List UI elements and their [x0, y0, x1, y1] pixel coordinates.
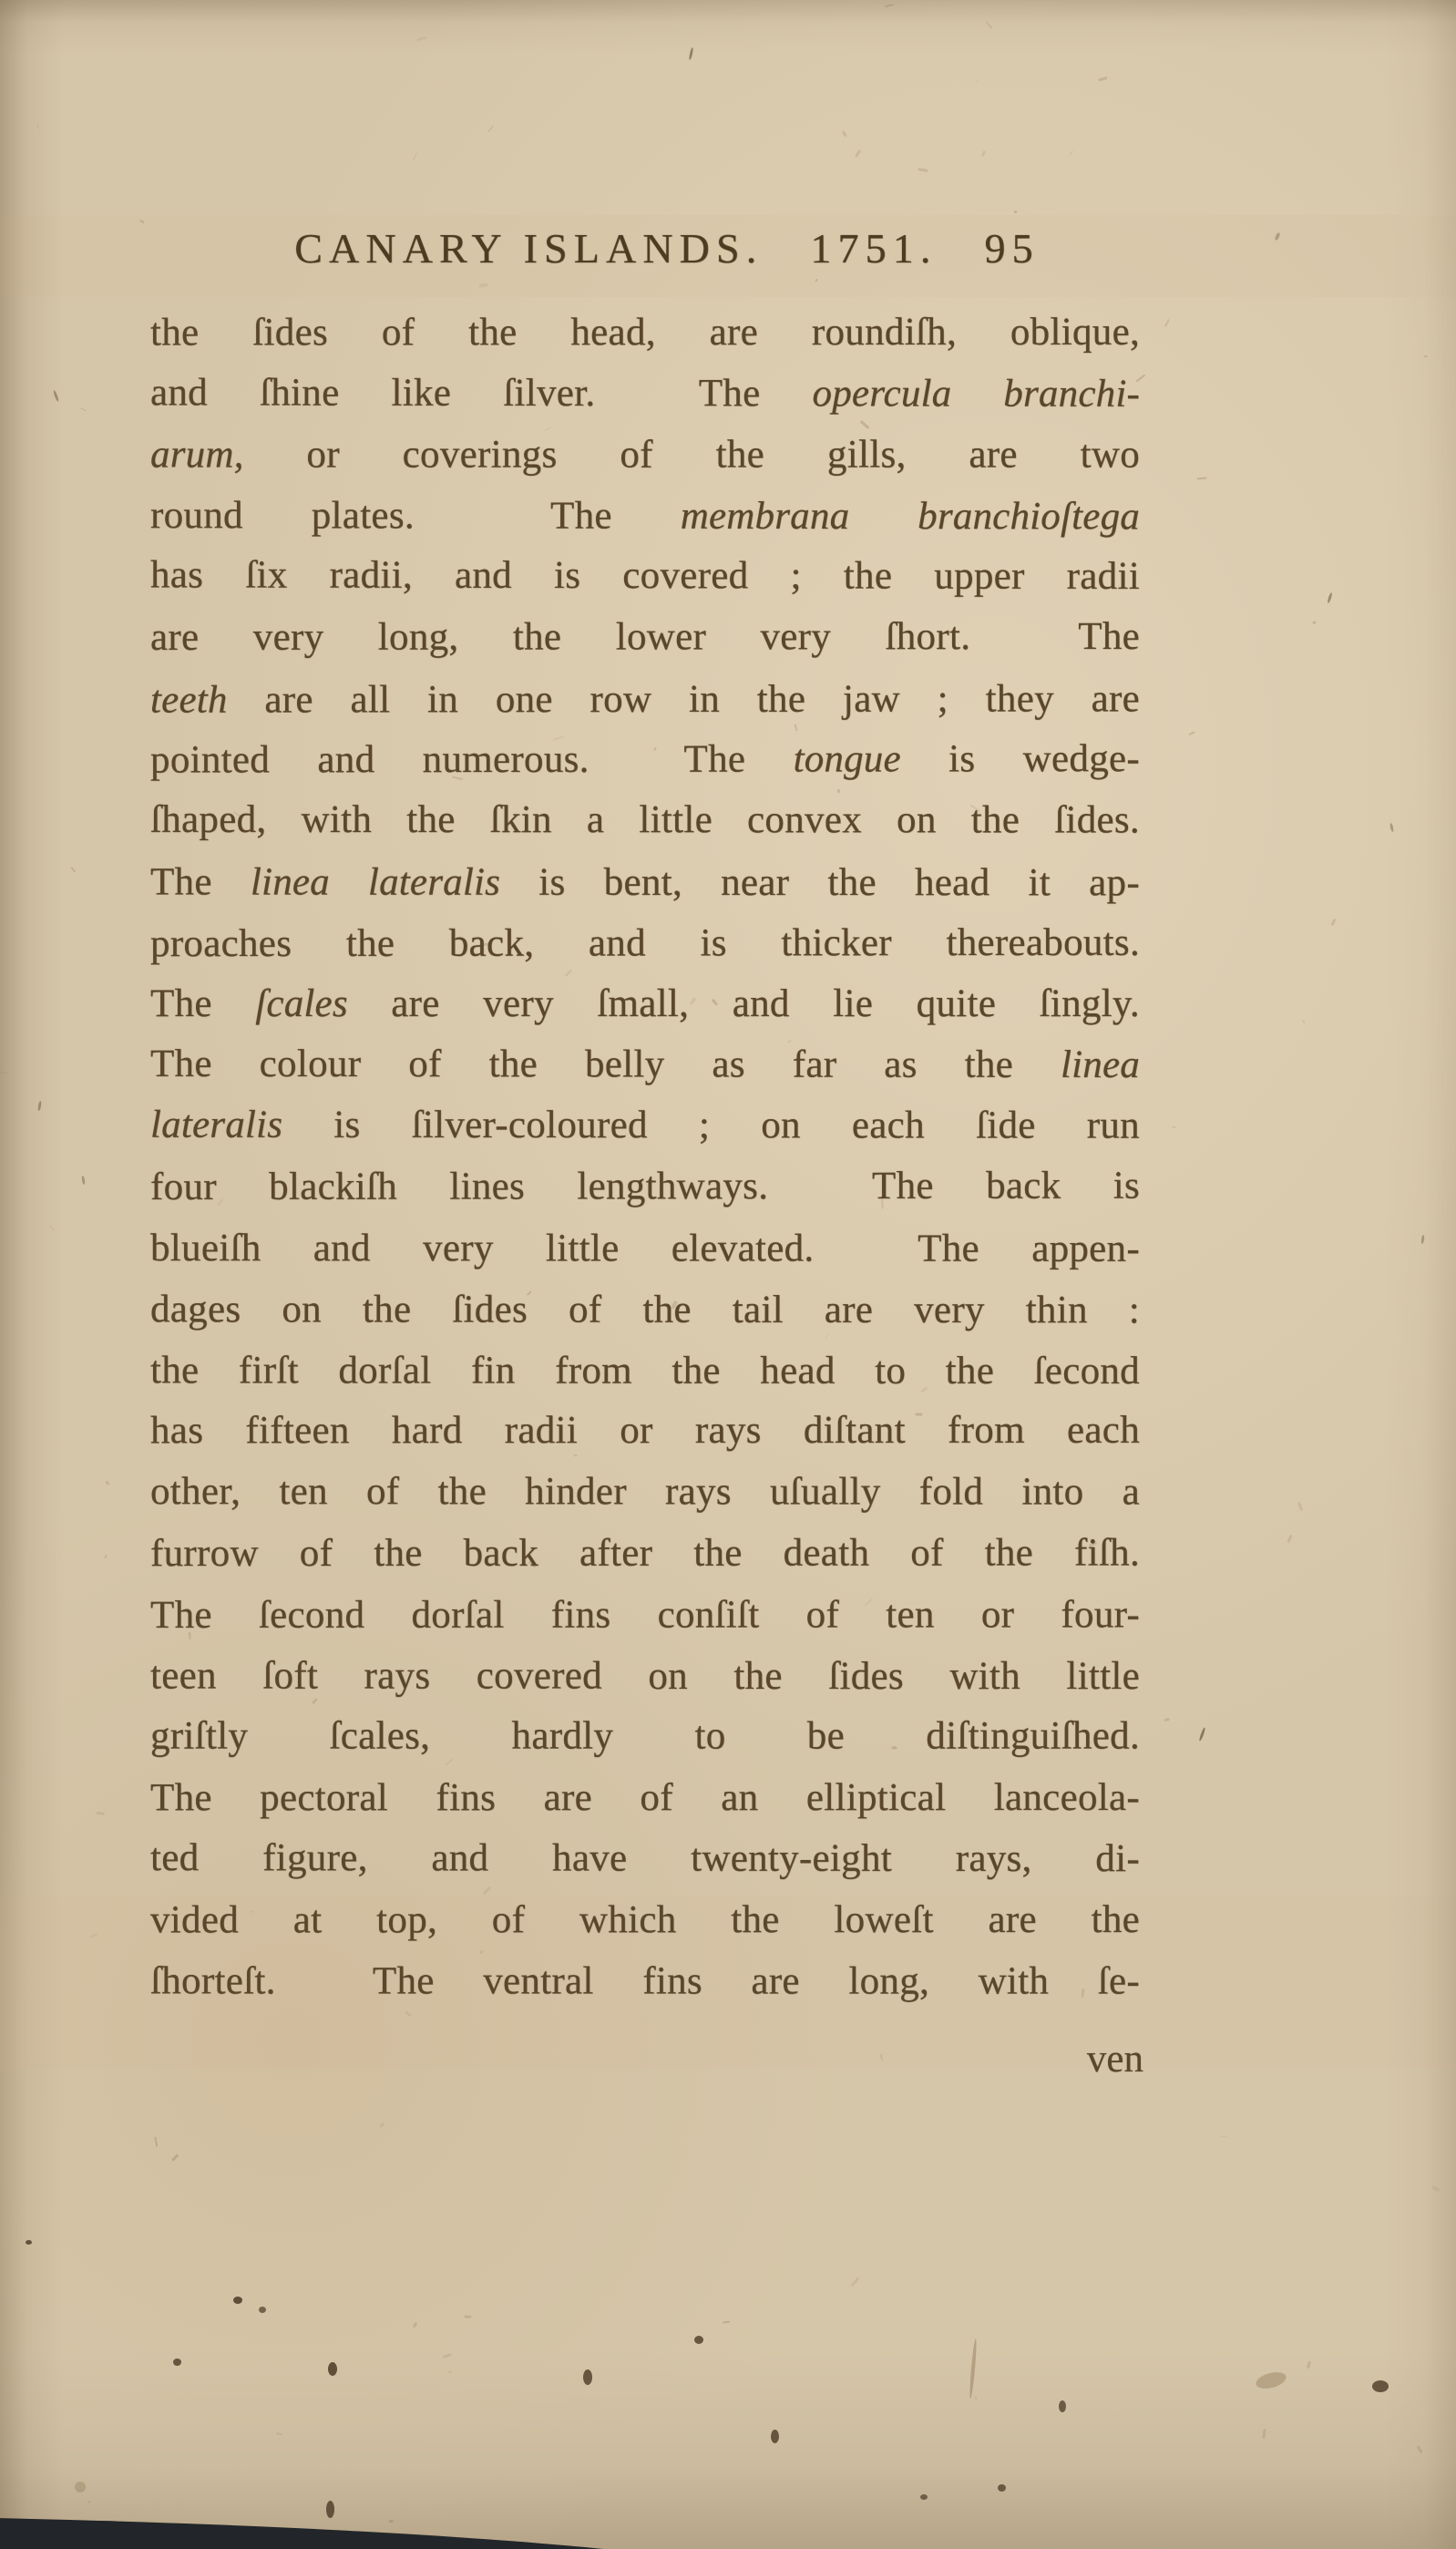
text-segment: has fifteen hard radii or rays diſtant from each — [149, 1408, 1141, 1453]
text-segment: blueiſh and very little elevated. The appen- — [149, 1227, 1141, 1270]
text-segment: are very ſmall, and lie quite ſingly. — [347, 982, 1141, 1026]
text-line — [150, 1646, 1140, 1707]
paper-fleck — [442, 2353, 452, 2359]
ink-speck — [920, 2494, 928, 2500]
paper-fleck — [80, 407, 86, 411]
ink-speck — [81, 1176, 85, 1185]
ink-speck — [694, 2336, 703, 2344]
ink-speck — [1059, 2400, 1066, 2412]
text-line — [150, 485, 1140, 547]
paper-fleck — [1262, 2429, 1266, 2439]
text-segment-italic: membrana branchioſtega — [680, 494, 1141, 539]
ink-speck — [689, 47, 694, 60]
paper-fleck — [1196, 478, 1206, 479]
text-line — [150, 1095, 1140, 1156]
text-segment-italic: tongue — [793, 737, 901, 781]
paper-fleck — [104, 1555, 108, 1559]
paper-fleck — [1164, 1718, 1170, 1722]
paper-fleck — [0, 1071, 8, 1074]
text-segment: are very long, the lower very ſhort. The — [149, 614, 1141, 659]
text-line — [150, 302, 1140, 364]
paper-fleck — [36, 123, 38, 129]
paper-fleck — [87, 2500, 92, 2503]
ink-speck — [1389, 823, 1394, 832]
text-segment: The — [149, 860, 251, 904]
paper-fleck — [89, 1934, 97, 1938]
paper-fleck — [380, 2122, 385, 2128]
text-segment: proaches the back, and is thicker thereabouts. — [149, 920, 1141, 966]
paper-fleck — [1164, 319, 1170, 327]
paper-fleck — [855, 149, 861, 159]
header-year: 1751. — [810, 225, 938, 272]
paper-fleck — [885, 4, 894, 7]
text-segment-italic: lateralis — [149, 1103, 283, 1146]
text-segment: is wedge- — [900, 737, 1141, 781]
paper-fleck — [1302, 1020, 1306, 1023]
text-segment: has ſix radii, and is covered ; the upper radii — [149, 553, 1141, 598]
ink-speck — [75, 2482, 86, 2492]
paper-fleck — [1297, 1502, 1303, 1511]
text-segment: The pectoral fins are of an elliptical lanceola- — [149, 1776, 1141, 1820]
header-title: CANARY ISLANDS. — [294, 225, 764, 272]
text-segment: ſhaped, with the ſkin a little convex on the ſides. — [149, 797, 1141, 842]
ink-speck — [1327, 592, 1333, 603]
paper-fleck — [1172, 1125, 1176, 1128]
text-line — [150, 1584, 1140, 1646]
text-segment: is bent, near the head it ap- — [500, 860, 1141, 905]
paper-fleck — [1331, 919, 1337, 926]
paper-fleck — [841, 130, 846, 138]
paper-fleck — [1220, 2136, 1226, 2137]
paper-fleck — [154, 2137, 158, 2147]
text-segment: pointed and numerous. The — [149, 737, 794, 782]
text-segment-italic: arum, — [149, 433, 244, 477]
ink-speck — [173, 2359, 181, 2366]
paper-fleck — [723, 2321, 730, 2324]
text-line — [150, 1889, 1140, 1950]
paper-fleck — [986, 22, 992, 29]
text-line — [150, 1218, 1140, 1280]
text-line — [150, 1461, 1140, 1522]
text-segment: The — [149, 982, 256, 1026]
text-segment: other, ten of the hinder rays uſually fold into a — [149, 1470, 1141, 1514]
paper-fleck — [976, 81, 979, 82]
ink-speck — [259, 2307, 266, 2313]
ink-speck — [37, 1101, 42, 1111]
paper-fleck — [1099, 77, 1108, 82]
ink-speck — [233, 2297, 242, 2304]
paper-fleck — [447, 2371, 452, 2373]
paper-fleck — [1287, 1535, 1293, 1544]
ink-speck — [1372, 2380, 1389, 2392]
text-segment: the firſt dorſal fin from the head to the ſecond — [149, 1349, 1141, 1393]
text-segment: dages on the ſides of the tail are very thin : — [149, 1288, 1141, 1332]
paper-fleck — [416, 36, 427, 42]
catchword: ven — [1086, 2038, 1143, 2081]
text-segment: is ſilver-coloured ; on each ſide run — [282, 1103, 1141, 1147]
text-segment: griſtly ſcales, hardly to be diſtinguiſhed. — [149, 1714, 1141, 1758]
text-line — [150, 973, 1140, 1034]
text-segment: furrow of the back after the death of the fiſh. — [149, 1531, 1141, 1576]
text-segment: teen ſoft rays covered on the ſides with little — [149, 1654, 1141, 1698]
ink-speck — [583, 2369, 592, 2385]
paper-fleck — [1069, 150, 1073, 155]
text-line — [150, 1400, 1140, 1461]
text-segment: four blackiſh lines lengthways. The back is — [149, 1164, 1141, 1209]
ink-speck — [326, 2501, 334, 2518]
paper-fleck — [413, 152, 418, 160]
paper-fleck — [171, 2153, 179, 2161]
text-line — [150, 1033, 1140, 1095]
text-segment: and ſhine like ſilver. The — [149, 371, 813, 416]
text-line — [150, 1522, 1140, 1584]
paper-fleck — [413, 2322, 418, 2328]
text-segment: vided at top, of which the loweſt are the — [149, 1897, 1141, 1942]
paper-fleck — [97, 1812, 105, 1815]
paper-fleck — [479, 283, 488, 287]
ink-speck — [1198, 1727, 1205, 1742]
text-segment: ted figure, and have twenty-eight rays, di- — [149, 1836, 1141, 1881]
text-segment: or coverings of the gills, are two — [243, 433, 1141, 477]
paper-fleck — [106, 1481, 110, 1485]
text-segment: the ſides of the head, are roundiſh, oblique, — [149, 310, 1141, 355]
paper-fleck — [389, 2520, 394, 2523]
paper-fleck — [140, 220, 145, 223]
paper-fleck — [1307, 2361, 1311, 2369]
text-line — [150, 362, 1140, 424]
ink-speck — [328, 2362, 337, 2376]
text-segment: are all in one row in the jaw ; they are — [227, 677, 1141, 722]
paper-fleck — [918, 168, 928, 171]
text-line — [150, 424, 1140, 485]
header-page-number: 95 — [984, 225, 1040, 272]
text-line — [150, 1950, 1140, 2011]
ink-speck — [1255, 2369, 1288, 2391]
text-line — [150, 1767, 1140, 1828]
text-segment-italic: teeth — [149, 678, 228, 722]
paper-fleck — [49, 1226, 55, 1231]
paper-fleck — [1417, 2445, 1423, 2453]
text-line — [150, 1156, 1140, 1218]
text-line — [150, 728, 1140, 790]
text-line — [150, 912, 1140, 974]
paper-fleck — [975, 2397, 977, 2400]
paper-fleck — [1188, 731, 1195, 735]
ink-speck — [771, 2430, 779, 2443]
text-segment-italic: ſcales — [255, 982, 348, 1026]
text-line — [150, 544, 1140, 607]
paper-fleck — [464, 2315, 471, 2318]
paper-fleck — [1014, 211, 1017, 213]
text-line — [150, 1279, 1140, 1341]
paper-fleck — [1424, 355, 1428, 357]
page-header — [150, 224, 1140, 283]
ink-speck — [26, 2240, 32, 2245]
ink-speck — [969, 2338, 978, 2399]
text-segment: ſhorteſt. The ventral fins are long, with ſe- — [149, 1959, 1141, 2003]
text-segment: round plates. The — [149, 494, 681, 538]
text-segment: The colour of the belly as far as the — [149, 1042, 1061, 1086]
text-segment: The ſecond dorſal fins conſiſt of ten or four- — [149, 1593, 1141, 1637]
ink-speck — [1274, 232, 1280, 242]
text-line — [150, 1827, 1140, 1889]
text-segment-italic: opercula branchi- — [812, 372, 1141, 416]
paper-fleck — [1431, 2185, 1440, 2192]
paper-fleck — [1312, 621, 1317, 624]
text-block — [150, 302, 1140, 2011]
paper-fleck — [981, 150, 986, 157]
paper-fleck — [276, 2432, 282, 2436]
text-line — [150, 851, 1140, 913]
ink-speck — [1420, 1235, 1424, 1244]
text-segment-italic: linea lateralis — [250, 860, 501, 904]
ink-speck — [53, 390, 59, 402]
paper-fleck — [487, 126, 494, 133]
text-line — [150, 1705, 1140, 1766]
page-corner-shadow — [0, 2518, 768, 2549]
paper-fleck — [850, 2277, 859, 2287]
ink-speck — [998, 2484, 1006, 2492]
text-line — [150, 789, 1140, 851]
text-segment-italic: linea — [1060, 1043, 1141, 1087]
text-line — [150, 1340, 1140, 1402]
text-line — [150, 606, 1140, 668]
paper-fleck — [71, 867, 77, 872]
text-line — [150, 668, 1140, 730]
